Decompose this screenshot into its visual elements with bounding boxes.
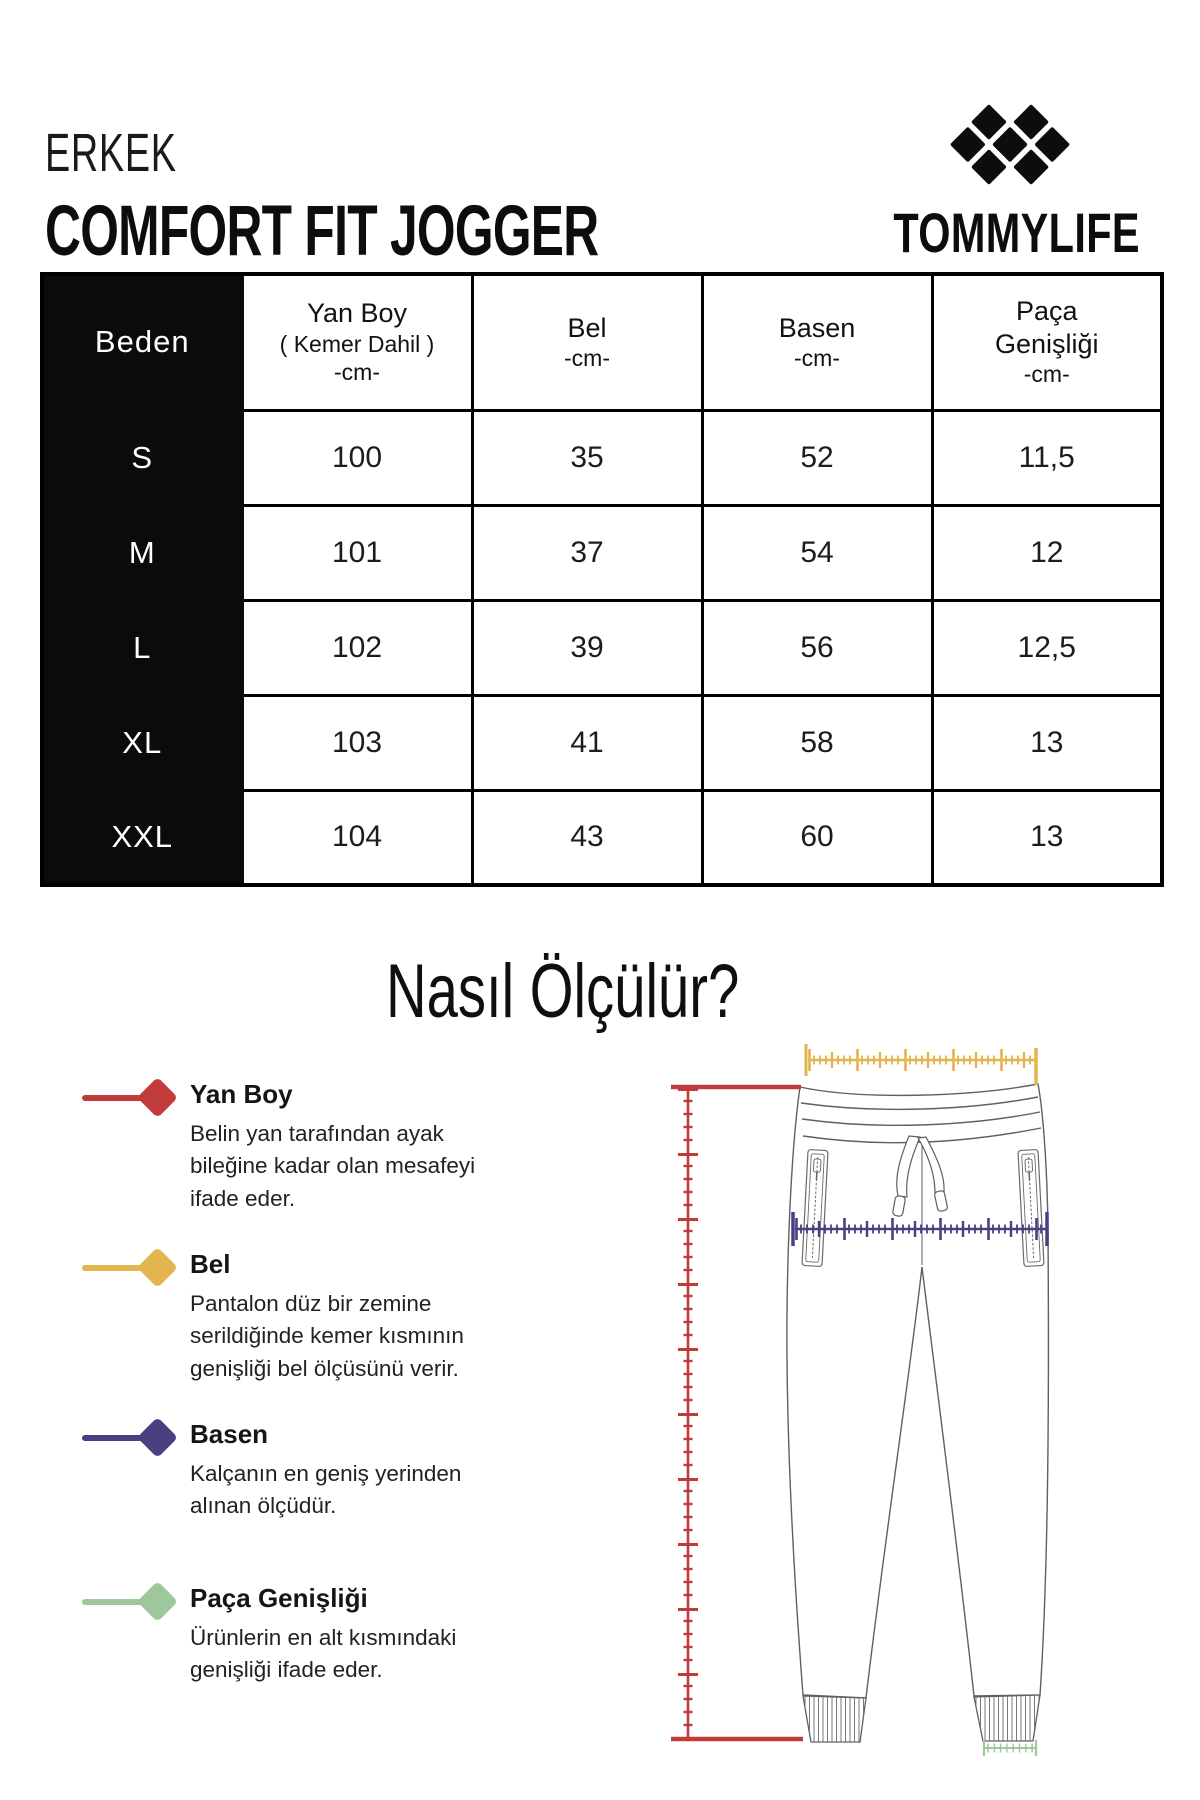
yan-boy-value: 101: [242, 505, 472, 600]
legend-item-yan-boy: [82, 1078, 525, 1215]
yan-boy-value: 102: [242, 600, 472, 695]
size-label: M: [42, 505, 242, 600]
basen-value: 54: [702, 505, 932, 600]
legend-title: Basen: [190, 1419, 269, 1449]
basen-marker-icon: [82, 1420, 174, 1456]
size-table-header-row: [42, 274, 1162, 410]
yan-boy-marker-icon: [82, 1080, 174, 1116]
size-label: S: [42, 410, 242, 505]
legend-description: Belin yan tarafından ayak bileğine kadar olan mesafeyi ifade eder.: [190, 1120, 476, 1211]
legend-title: Paça Genişliği: [190, 1583, 368, 1613]
size-table: [40, 272, 1164, 887]
column-header-paca: Paça Genişliği -cm-: [932, 274, 1162, 410]
legend-item-paca-genisligi: [82, 1582, 525, 1687]
basen-value: 56: [702, 600, 932, 695]
bel-marker-icon: [82, 1250, 174, 1286]
paca-value: 13: [932, 790, 1162, 885]
legend-title: Yan Boy: [190, 1079, 293, 1109]
size-label: XL: [42, 695, 242, 790]
paca-ruler: [984, 1740, 1036, 1756]
basen-ruler: [793, 1212, 1047, 1246]
column-header-basen: Basen -cm-: [702, 274, 932, 410]
bel-value: 35: [472, 410, 702, 505]
yan-boy-value: 100: [242, 410, 472, 505]
legend-description: Pantalon düz bir zemine serildiğinde kemer kısmının genişliği bel ölçüsünü verir.: [190, 1290, 464, 1381]
yan-boy-value: 104: [242, 790, 472, 885]
paca-value: 12: [932, 505, 1162, 600]
table-row: [42, 505, 1162, 600]
column-header-bel: Bel -cm-: [472, 274, 702, 410]
table-row: [42, 790, 1162, 885]
table-row: [42, 410, 1162, 505]
how-to-measure-title: Nasıl Ölçülür?: [385, 949, 740, 1034]
paca-marker-icon: [82, 1584, 174, 1620]
bel-value: 39: [472, 600, 702, 695]
size-label: XXL: [42, 790, 242, 885]
jogger-diagram: [560, 1000, 1100, 1800]
size-label: L: [42, 600, 242, 695]
table-row: [42, 600, 1162, 695]
bel-ruler: [806, 1044, 1036, 1085]
brand-name: TOMMYLIFE: [893, 201, 1140, 264]
title-block: [45, 123, 836, 271]
column-header-beden: Beden: [42, 274, 242, 410]
bel-value: 41: [472, 695, 702, 790]
basen-value: 52: [702, 410, 932, 505]
table-row: [42, 695, 1162, 790]
basen-value: 58: [702, 695, 932, 790]
category-title: ERKEK: [45, 123, 177, 183]
cuff-left: [803, 1696, 866, 1742]
legend-description: Ürünlerin en alt kısmındaki genişliği ifade eder.: [190, 1624, 457, 1683]
cuff-right: [974, 1695, 1040, 1741]
brand-logo: [850, 88, 1170, 264]
bel-value: 43: [472, 790, 702, 885]
legend-title: Bel: [190, 1249, 231, 1279]
paca-value: 13: [932, 695, 1162, 790]
basen-value: 60: [702, 790, 932, 885]
paca-value: 12,5: [932, 600, 1162, 695]
brand-diamonds-icon: [935, 88, 1085, 201]
legend-item-basen: [82, 1418, 525, 1523]
paca-value: 11,5: [932, 410, 1162, 505]
yan-boy-ruler: [671, 1087, 803, 1739]
bel-value: 37: [472, 505, 702, 600]
column-header-yan-boy: Yan Boy ( Kemer Dahil ) -cm-: [242, 274, 472, 410]
legend-item-bel: [82, 1248, 525, 1385]
legend-description: Kalçanın en geniş yerinden alınan ölçüdür.: [190, 1460, 462, 1519]
product-title: COMFORT FIT JOGGER: [45, 192, 599, 271]
yan-boy-value: 103: [242, 695, 472, 790]
